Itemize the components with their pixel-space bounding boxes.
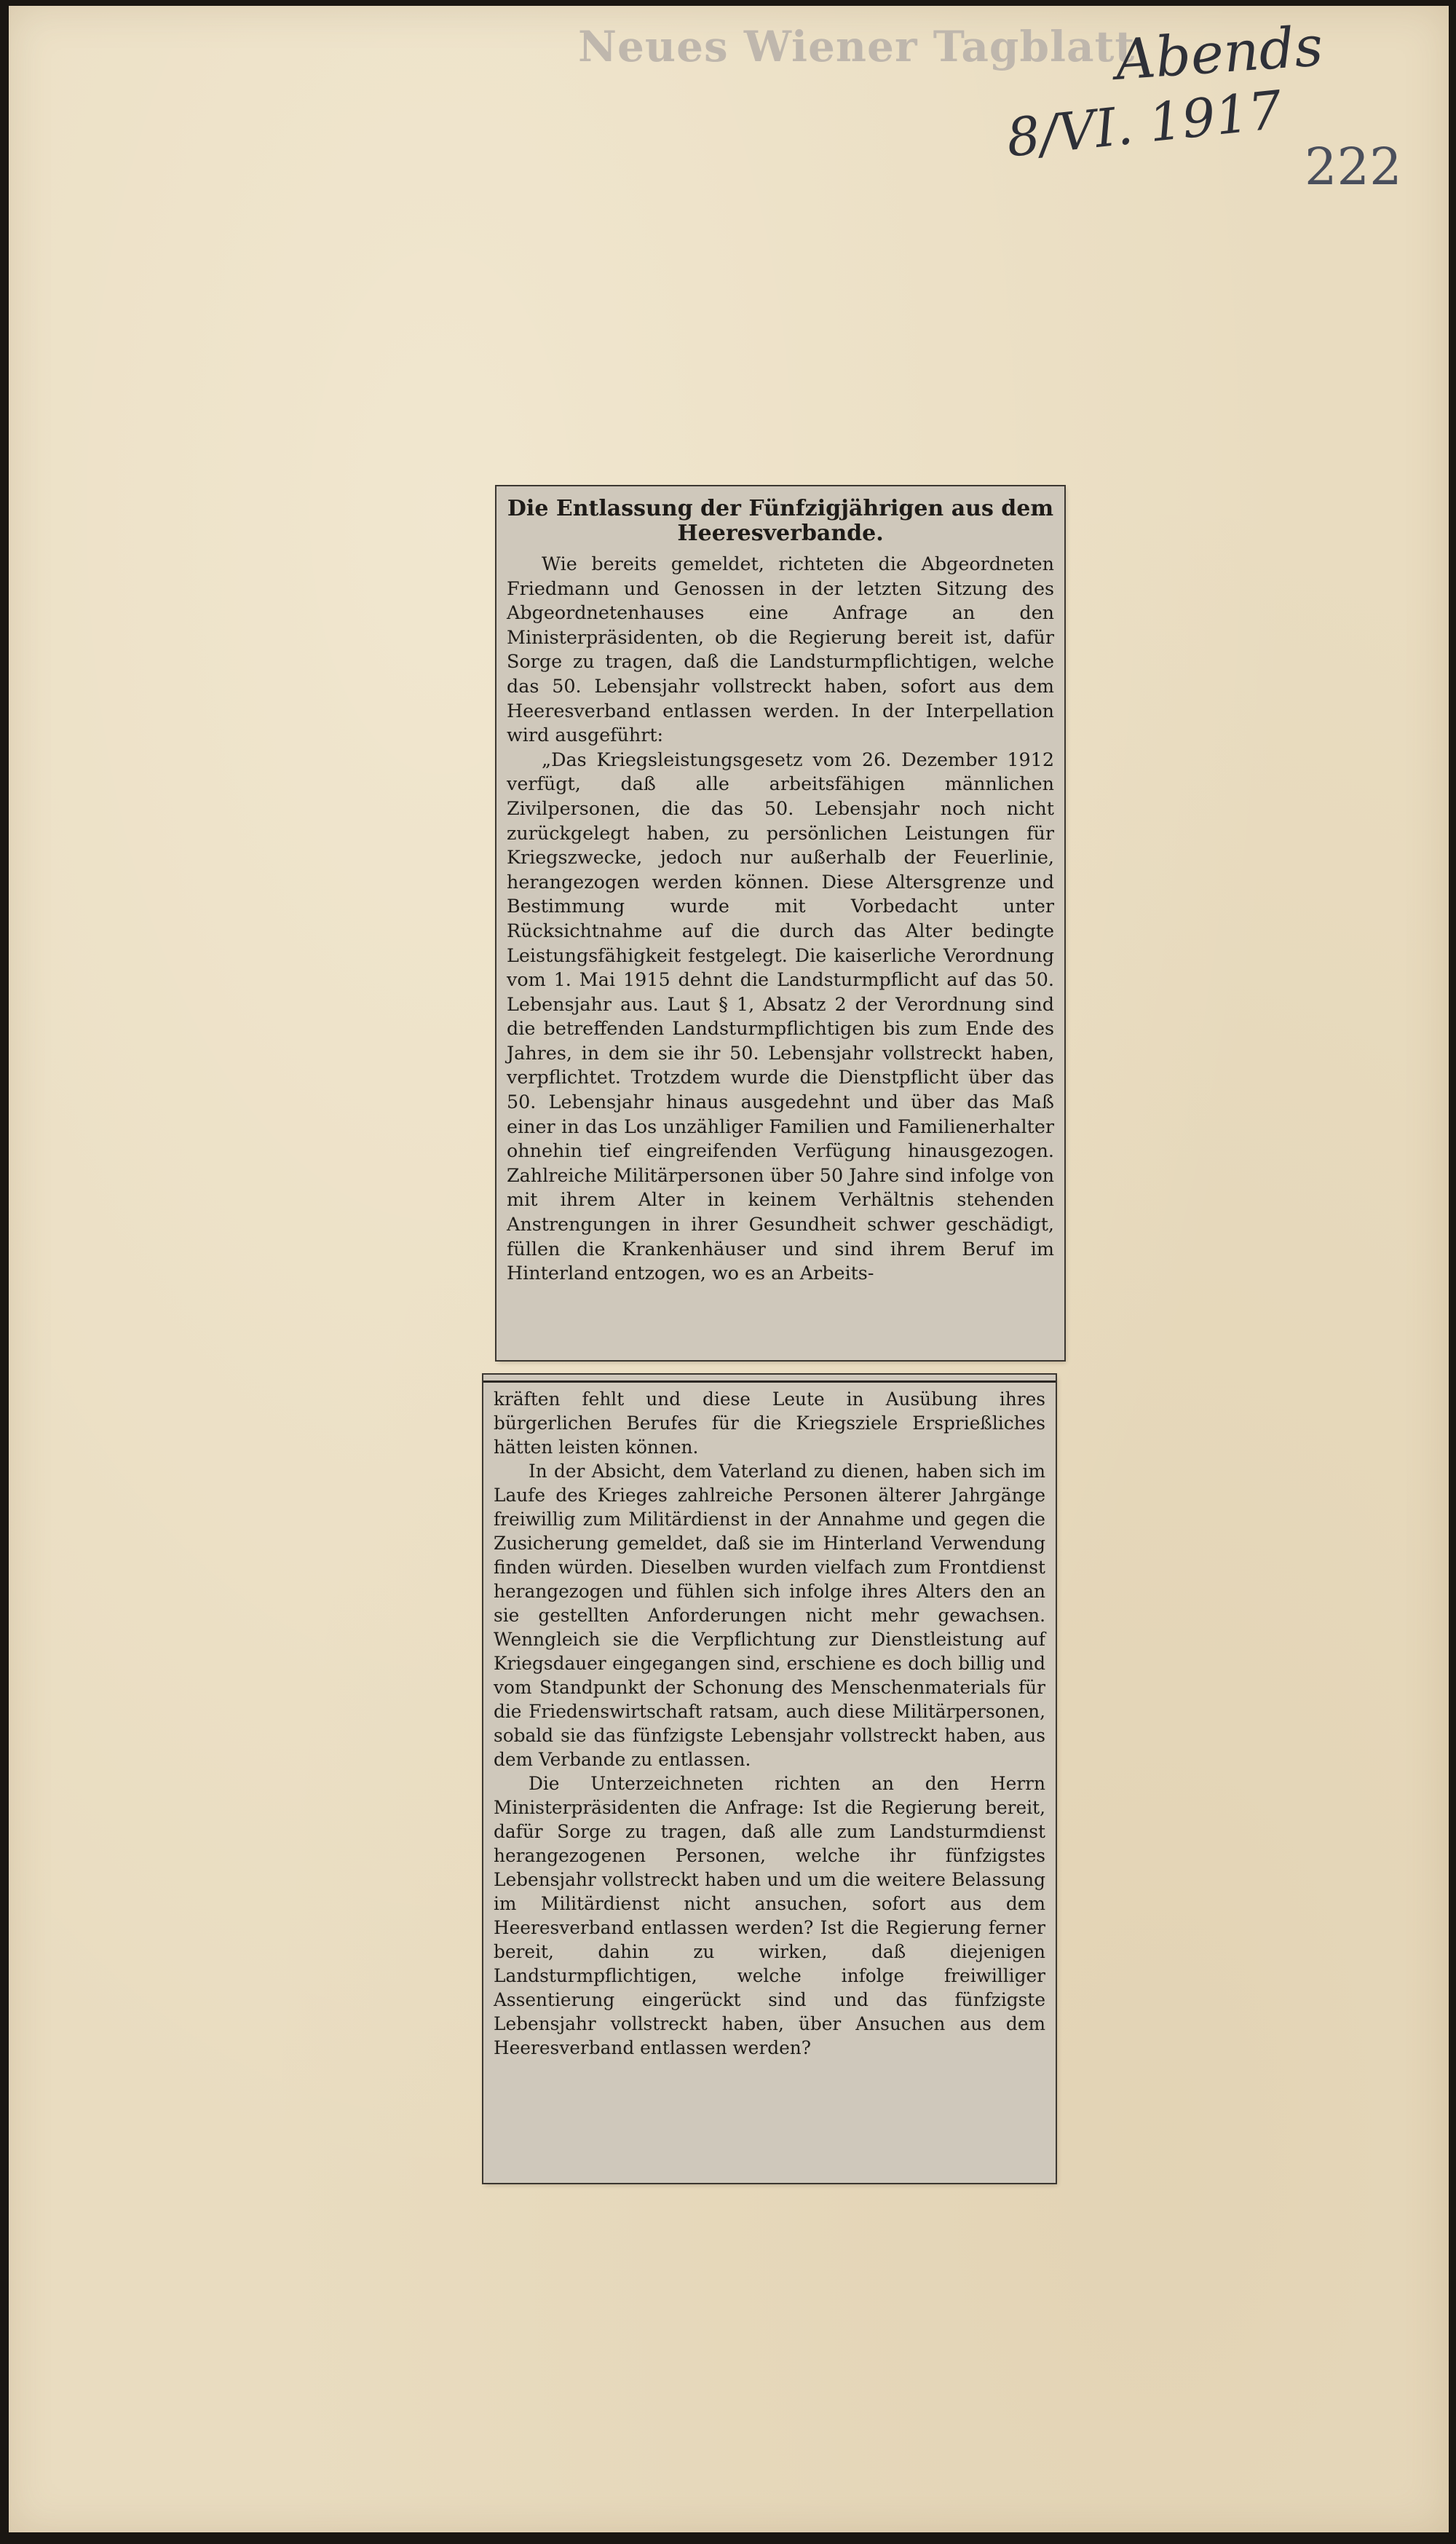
article-paragraph: kräften fehlt und diese Leute in Ausübung ihres bürgerlichen Berufes für die Kriegsziele Ersprießliches hätten leisten können. <box>494 1388 1045 1458</box>
handwritten-date: 8/VI. 1917 <box>1003 79 1285 169</box>
newspaper-stamp: Neues Wiener Tagblatt <box>578 22 1136 71</box>
article-headline: Die Entlassung der Fünfzigjährigen aus dem Heeresverbande. <box>507 496 1054 546</box>
newspaper-clipping-part-1 <box>496 486 1064 1360</box>
handwritten-edition-note: Abends <box>1113 13 1325 92</box>
article-paragraph: Wie bereits gemeldet, richteten die Abgeordneten Friedmann und Genossen in der letzten Sitzung des Abgeordnetenhauses eine Anfrage an den Ministerpräsidenten, ob die Regierung bereit ist, dafür Sorge zu tragen, daß die Landsturmpflichtigen, welche das 50. Lebensjahr vollstreckt haben, sofort aus dem Heeresverband entlassen werden. In der Interpellation wird ausgeführt: <box>507 553 1054 746</box>
newspaper-clipping-part-2 <box>483 1375 1056 2183</box>
article-paragraph: „Das Kriegsleistungsgesetz vom 26. Dezember 1912 verfügt, daß alle arbeitsfähigen männlichen Zivilpersonen, die das 50. Lebensjahr noch nicht zurückgelegt haben, zu persönlichen Leistungen für Kriegszwecke, jedoch nur außerhalb der Feuerlinie, herangezogen werden können. Diese Altersgrenze und Bestimmung wurde mit Vorbedacht unter Rücksichtnahme auf die durch das Alter bedingte Leistungsfähigkeit festgelegt. Die kaiserliche Verordnung vom 1. Mai 1915 dehnt die Landsturmpflicht auf das 50. Lebensjahr aus. Laut § 1, Absatz 2 der Verordnung sind die betreffenden Landsturmpflichtigen bis zum Ende des Jahres, in dem sie ihr 50. Lebensjahr vollstreckt haben, verpflichtet. Trotzdem wurde die Dienstpflicht über das 50. Lebensjahr hinaus ausgedehnt und über das Maß einer in das Los unzähliger Familien und Familienerhalter ohnehin tief eingreifenden Verfügung hinausgezogen. Zahlreiche Militärpersonen über 50 Jahre sind infolge von mit ihrem Alter in keinem Verhältnis stehenden Anstrengungen in ihrer Gesundheit schwer geschädigt, füllen die Krankenhäuser und sind ihrem Beruf im Hinterland entzogen, wo es an Arbeits- <box>507 748 1054 1284</box>
handwritten-page-number: 222 <box>1305 137 1402 197</box>
article-paragraph: Die Unterzeichneten richten an den Herrn Ministerpräsidenten die Anfrage: Ist die Regierung bereit, dafür Sorge zu tragen, daß alle zum Landsturmdienst herangezogenen Personen, welche ihr fünfzigstes Lebensjahr vollstreckt haben und um die weitere Belassung im Militärdienst nicht ansuchen, sofort aus dem Heeresverband entlassen werden? Ist die Regierung ferner bereit, dahin zu wirken, daß diejenigen Landsturmpflichtigen, welche infolge freiwilliger Assentierung eingerückt sind und das fünfzigste Lebensjahr vollstreckt haben, über Ansuchen aus dem Heeresverband entlassen werden? <box>494 1773 1045 2058</box>
article-paragraph: In der Absicht, dem Vaterland zu dienen, haben sich im Laufe des Krieges zahlreiche Personen älterer Jahrgänge freiwillig zum Militärdienst in der Annahme und gegen die Zusicherung gemeldet, daß sie im Hinterland Verwendung finden würden. Dieselben wurden vielfach zum Frontdienst herangezogen und fühlen sich infolge ihres Alters den an sie gestellten Anforderungen nicht mehr gewachsen. Wenngleich sie die Verpflichtung zur Dienstleistung auf Kriegsdauer eingegangen sind, erschiene es doch billig und vom Standpunkt der Schonung des Menschenmaterials für die Friedenswirtschaft ratsam, auch diese Militärpersonen, sobald sie das fünfzigste Lebensjahr vollstreckt haben, aus dem Verbande zu entlassen. <box>494 1461 1045 1770</box>
column-rule <box>483 1380 1056 1383</box>
archive-sheet <box>9 6 1449 2532</box>
